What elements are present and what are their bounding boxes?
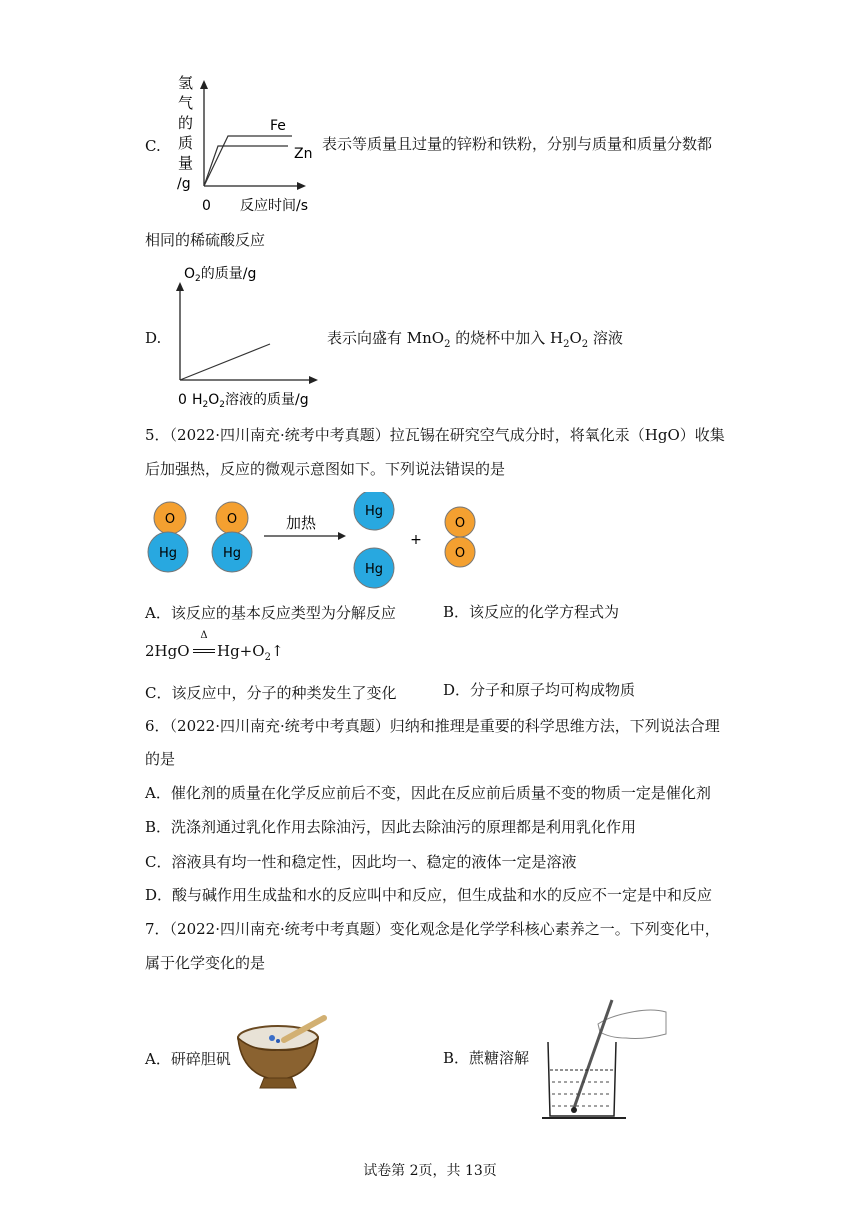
chart-c-ylabel-char: 量	[178, 154, 194, 172]
beaker-stirring-image	[540, 994, 670, 1122]
chart-d-y-arrow	[176, 282, 184, 291]
option-d-text-mid: 的烧杯中加入 H	[450, 329, 564, 347]
q5-option-d: D．分子和原子均可构成物质	[443, 681, 636, 699]
q5-stem-line2: 后加强热，反应的微观示意图如下。下列说法错误的是	[145, 460, 506, 478]
equation-bar-top	[193, 649, 215, 650]
chart-c-x-arrow	[297, 182, 306, 190]
q7-stem-line1: 7．（2022·四川南充·统考中考真题）变化观念是化学学科核心素养之一。下列变化中，	[145, 920, 720, 938]
oxygen-atom-label: O	[226, 512, 238, 527]
q6-option-c: C．溶液具有均一性和稳定性，因此均一、稳定的液体一定是溶液	[145, 853, 577, 871]
option-d-sub1: 2	[444, 339, 451, 350]
q7-stem-line2: 属于化学变化的是	[145, 954, 266, 972]
chart-d-ylabel-pre: O	[184, 266, 196, 282]
option-d-label: D.	[145, 329, 162, 347]
option-d-text-post: 溶液	[588, 329, 623, 347]
blue-crystals	[269, 1035, 275, 1041]
reaction-condition: 加热	[286, 514, 317, 532]
mercury-atom-label: Hg	[364, 562, 384, 577]
chart-c-ylabel-char: 的	[178, 114, 194, 132]
chart-c-ylabel-char: 气	[178, 94, 194, 112]
chart-c-fe-line	[204, 136, 292, 186]
equation-condition: Δ	[200, 630, 208, 641]
equation-right	[217, 642, 284, 663]
q7-option-b: B．蔗糖溶解	[443, 1049, 530, 1067]
chart-c-ylabel-char: /g	[177, 176, 191, 192]
svg-text:O2的质量/g	[184, 266, 256, 284]
glass-rod	[574, 1000, 612, 1108]
chart-c-zn-line	[204, 146, 288, 186]
plus-sign: +	[410, 532, 422, 548]
chart-c-origin: 0	[202, 198, 211, 214]
chart-c-series-fe: Fe	[270, 118, 286, 134]
equation-bar-bottom	[193, 652, 215, 653]
chart-d-xlabel-mid: O	[208, 392, 220, 408]
svg-text:0	[178, 392, 187, 408]
equation-sub: 2	[264, 652, 271, 663]
option-d-sub2: 2	[563, 339, 570, 350]
chart-d-ylabel-sub: 2	[195, 274, 201, 284]
mercury-atom-label: Hg	[158, 546, 178, 561]
q5-stem-line1: 5．（2022·四川南充·统考中考真题）拉瓦锡在研究空气成分时，将氧化汞（HgO）收集	[145, 426, 725, 444]
mercury-atom-label: Hg	[364, 504, 384, 519]
chart-d-origin: 0	[178, 392, 187, 408]
option-d-text	[327, 328, 623, 355]
option-c-text-line2: 相同的稀硫酸反应	[145, 231, 266, 249]
chart-c-ylabel-char: 质	[178, 134, 194, 152]
equation-gas-arrow: ↑	[270, 642, 284, 660]
option-c-label: C.	[145, 137, 161, 155]
sugar-particles	[571, 1107, 577, 1113]
chart-c-xlabel: 反应时间/s	[240, 198, 309, 214]
oxygen-mass-chart	[170, 262, 332, 410]
reaction-arrowhead	[338, 532, 346, 540]
oxygen-atom-label: O	[164, 512, 176, 527]
chart-d-x-arrow	[309, 376, 318, 384]
option-d-text-o: O	[569, 329, 582, 347]
chart-d-xlabel-post: 溶液的质量/g	[225, 392, 309, 408]
mercury-atom-label: Hg	[222, 546, 242, 561]
page-footer: 试卷第 2页，共 13页	[363, 1163, 497, 1179]
chart-d-xlabel-sub1: 2	[202, 400, 209, 410]
chart-c-ylabel-char: 氢	[178, 74, 194, 92]
option-d-sub3: 2	[581, 339, 589, 350]
chart-d-series-line	[180, 344, 270, 380]
q6-option-b: B．洗涤剂通过乳化作用去除油污，因此去除油污的原理都是利用乳化作用	[145, 818, 637, 836]
oxygen-atom-label: O	[454, 516, 466, 531]
hydrogen-mass-chart	[170, 72, 320, 214]
q5-option-b: B．该反应的化学方程式为	[443, 603, 620, 621]
chart-c-y-arrow	[200, 80, 208, 89]
q6-stem-line2: 的是	[145, 750, 176, 768]
reaction-diagram	[140, 492, 500, 592]
beaker	[548, 1042, 616, 1116]
svg-text:H2O2溶液的质量/g	[192, 391, 309, 410]
mortar-base	[260, 1078, 296, 1088]
equation-right-text: Hg+O	[217, 642, 265, 660]
oxygen-atom-label: O	[454, 546, 466, 561]
option-d-text-pre: 表示向盛有 MnO	[327, 329, 445, 347]
q5-option-a: A．该反应的基本反应类型为分解反应	[145, 604, 396, 622]
q7-option-a: A．研碎胆矾	[145, 1050, 231, 1068]
q6-stem-line1: 6．（2022·四川南充·统考中考真题）归纳和推理是重要的科学思维方法，下列说法合理	[145, 717, 720, 735]
chart-d-xlabel-pre: H	[192, 392, 203, 408]
q6-option-d: D．酸与碱作用生成盐和水的反应叫中和反应，但生成盐和水的反应不一定是中和反应	[145, 886, 713, 904]
chart-d-xlabel-sub2: 2	[219, 400, 226, 410]
option-c-text-line1: 表示等质量且过量的锌粉和铁粉，分别与质量和质量分数都	[322, 135, 713, 153]
chart-c-series-zn: Zn	[294, 146, 313, 162]
blue-crystals	[276, 1039, 280, 1043]
q5-option-c: C．该反应中，分子的种类发生了变化	[145, 684, 397, 702]
chart-d-ylabel-post: 的质量/g	[200, 266, 257, 282]
mortar-pestle-image	[232, 1014, 332, 1094]
q6-option-a: A．催化剂的质量在化学反应前后不变，因此在反应前后质量不变的物质一定是催化剂	[145, 784, 711, 802]
equation-left: 2HgO	[145, 642, 190, 660]
